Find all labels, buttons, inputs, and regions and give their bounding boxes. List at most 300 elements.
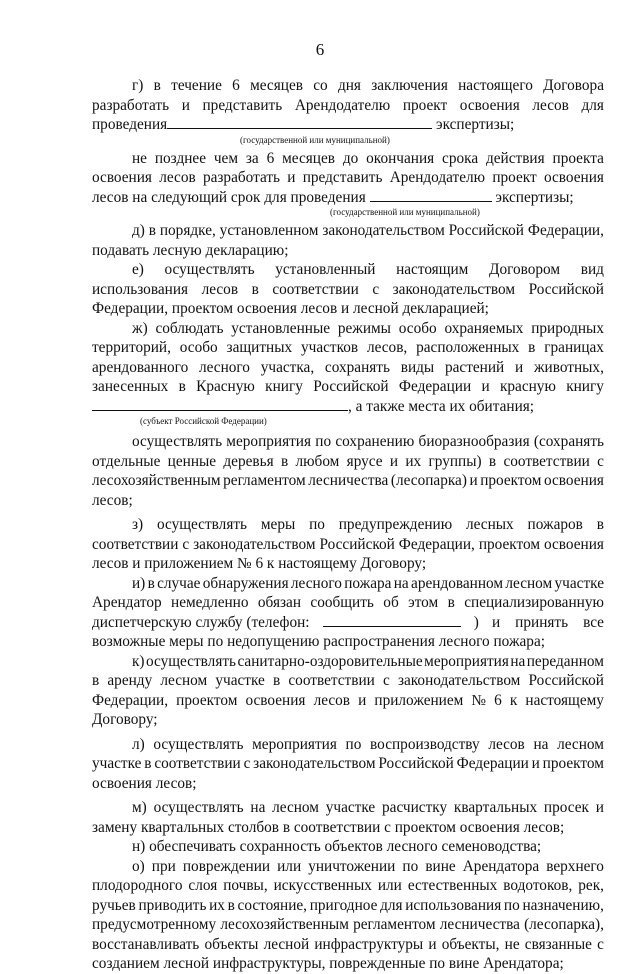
word: Федерации,: [527, 222, 604, 239]
word: ценные: [167, 452, 217, 470]
word: лесов: [201, 280, 239, 298]
word: установленном: [219, 222, 319, 239]
word: осуществлять: [156, 516, 248, 533]
word: книгу: [566, 378, 604, 395]
word: в: [92, 672, 100, 689]
word: проектом: [542, 755, 604, 772]
word: ручьев: [92, 896, 136, 914]
word: участков: [300, 339, 359, 356]
word: лесов: [313, 691, 351, 709]
word: вине: [425, 857, 456, 875]
word: с: [382, 672, 390, 689]
word: не: [132, 149, 147, 167]
line-text: экспертизы;: [436, 116, 515, 133]
paragraph-line: [92, 168, 604, 188]
word: не: [504, 935, 520, 953]
word: срока: [442, 149, 479, 167]
paragraph-line: [92, 319, 604, 339]
word: и): [132, 574, 146, 592]
field-caption: (государственной или муниципальной): [330, 207, 480, 217]
word: Российской: [528, 672, 604, 689]
word: дня: [337, 77, 361, 94]
word: на: [393, 574, 409, 592]
word: обязан: [257, 594, 302, 611]
paragraph-line: [92, 471, 604, 491]
word: повреждении: [182, 857, 271, 875]
word: освоения: [92, 169, 152, 186]
paragraph-line: [92, 735, 604, 755]
word: 6: [266, 149, 275, 167]
paragraph-line: [92, 754, 604, 774]
line-text: экспертизы;: [495, 188, 574, 206]
line-text: диспетчерскую службу (телефон:: [92, 613, 310, 631]
paragraph-line: [92, 280, 604, 300]
word: пригодное: [309, 896, 378, 914]
word: и: [481, 378, 490, 395]
word: в: [227, 896, 235, 914]
word: меры: [260, 516, 296, 533]
word: водотоков,: [503, 877, 573, 894]
word: №: [471, 691, 487, 709]
word: л): [132, 735, 145, 753]
word: в: [273, 672, 281, 689]
fill-in-blank: [92, 397, 348, 411]
paragraph-line: [92, 377, 604, 397]
word: лесном: [272, 799, 319, 816]
word: животных,: [533, 358, 604, 376]
word: освоения: [543, 535, 604, 553]
word: законодательством: [253, 755, 376, 772]
word: и: [469, 472, 478, 489]
word: в: [144, 755, 152, 772]
word: освоения: [543, 169, 604, 186]
word: для: [380, 896, 403, 914]
word: регламентом: [353, 916, 436, 933]
word: ярусе: [346, 452, 383, 470]
word: лесничества: [308, 472, 389, 489]
paragraph-line: [92, 188, 604, 208]
word: режимы: [337, 319, 391, 337]
paragraph-line: [92, 896, 604, 916]
word: проектом: [478, 535, 541, 553]
word: по: [402, 857, 419, 875]
word: аренду: [107, 672, 153, 689]
word: или: [377, 877, 402, 894]
paragraph-line: н) обеспечивать сохранность объектов лесного семеноводства;: [132, 838, 542, 855]
word: сохранению: [335, 433, 415, 450]
word: проектом: [480, 472, 542, 489]
word: регламентом: [223, 472, 306, 489]
word: законодательством: [397, 672, 521, 689]
word: лесохозяйственным: [220, 916, 349, 933]
word: за: [245, 149, 259, 167]
word: законодательством: [193, 535, 316, 553]
word: настоящим: [396, 261, 469, 278]
word: в: [596, 516, 604, 533]
word: Арендодателю: [389, 169, 486, 186]
word: и: [491, 613, 501, 631]
word: искусственных: [273, 877, 372, 894]
word: месяцев: [282, 149, 335, 167]
word: в: [148, 222, 156, 239]
word: участке: [92, 755, 142, 772]
paragraph-line: [92, 515, 604, 535]
word: расчистку: [382, 799, 448, 816]
word: сохранять: [324, 358, 390, 376]
word: книгу: [265, 378, 303, 395]
word: и: [287, 169, 296, 186]
word: при: [151, 857, 176, 875]
word: предусмотренному: [92, 916, 217, 933]
paragraph-line: [92, 798, 604, 818]
word: (сохранять: [533, 433, 604, 450]
word: все: [583, 613, 604, 631]
word: растений: [444, 358, 505, 376]
word: мероприятия: [424, 652, 509, 670]
word: арендованном: [411, 574, 504, 592]
word: о): [132, 857, 145, 875]
word: объекты,: [441, 935, 500, 953]
word: представить: [302, 169, 383, 186]
paragraph-line: [92, 857, 604, 877]
word: и: [389, 452, 399, 470]
word: границах: [544, 339, 604, 356]
paragraph-line: [92, 260, 604, 280]
word: участке: [325, 799, 376, 816]
word: в: [153, 77, 161, 94]
word: (лесопарка),: [524, 916, 604, 933]
word: с: [597, 935, 604, 953]
paragraph-line: возможные меры по недопущению распространения лесного пожара;: [92, 633, 545, 650]
word: вид: [580, 261, 604, 278]
paragraph-line: [92, 452, 604, 472]
word: назначению,: [522, 896, 604, 914]
word: представить: [202, 96, 283, 114]
word: установленный: [275, 261, 376, 278]
word: Арендатор: [92, 594, 162, 611]
document-body: [92, 76, 604, 974]
word: порядке,: [159, 222, 216, 239]
word: специализированную: [464, 594, 604, 611]
word: занесенных: [92, 378, 169, 395]
word: Арендатора: [462, 857, 540, 875]
field-caption: (государственной или муниципальной): [240, 134, 390, 145]
paragraph-line: [92, 397, 604, 417]
paragraph-line: лесов;: [92, 491, 133, 509]
word: лесов: [488, 735, 525, 753]
word: Российской: [378, 755, 454, 772]
word: участке: [554, 574, 604, 592]
word: до: [342, 149, 359, 167]
paragraph-line: [92, 671, 604, 691]
word: Федерации,: [92, 691, 169, 709]
word: со: [313, 77, 328, 94]
paragraph-line: созданием лесной инфраструктуры, поврежденные по вине Арендатора;: [92, 955, 564, 972]
word: проектом: [176, 691, 238, 709]
word: разработать: [92, 96, 170, 114]
word: настоящего: [458, 77, 533, 94]
word: е): [132, 261, 144, 278]
paragraph-line: [92, 535, 604, 555]
word: осуществлять: [145, 652, 237, 670]
word: на: [533, 735, 549, 753]
fill-in-blank: [167, 115, 432, 129]
paragraph-line: замену квартальных столбов в соответствии с проектом освоения лесов;: [92, 818, 565, 836]
word: Федерации: [398, 378, 472, 395]
word: Российской: [319, 535, 395, 553]
word: биоразнообразия: [418, 433, 530, 450]
word: приводить: [138, 896, 207, 914]
word: и: [358, 691, 367, 709]
word: природных: [531, 319, 604, 337]
word: отдельные: [92, 452, 161, 470]
word: в: [280, 452, 289, 470]
word: лесном: [160, 672, 208, 689]
word: в: [488, 452, 497, 470]
word: д): [132, 222, 145, 239]
word: ж): [132, 319, 148, 337]
word: г): [132, 77, 144, 94]
fill-in-blank: [370, 188, 492, 202]
word: лесов: [159, 169, 196, 186]
word: их: [209, 896, 225, 914]
paragraph-line: [92, 96, 604, 116]
word: квартальных: [453, 799, 538, 816]
word: и: [181, 96, 190, 114]
paragraph-line: [92, 574, 604, 594]
word: по: [309, 516, 325, 533]
word: переданном: [526, 652, 604, 670]
word: законодательством: [322, 222, 445, 239]
word: лесного: [290, 574, 342, 592]
word: почвы,: [223, 877, 268, 894]
page-number: 6: [315, 40, 325, 59]
word: Договора: [543, 77, 604, 94]
word: соответствии: [154, 755, 241, 772]
word: с: [182, 535, 190, 553]
word: соблюдать: [155, 319, 224, 337]
word: Федерации: [456, 755, 529, 772]
word: об: [383, 594, 399, 611]
word: соответствии: [92, 535, 179, 553]
word: лесохозяйственным: [92, 472, 221, 489]
word: связанные: [524, 935, 592, 953]
word: месяцев: [250, 77, 303, 94]
word: и: [595, 799, 604, 816]
word: действия: [485, 149, 545, 167]
word: соответствии: [503, 452, 590, 470]
word: установленные: [231, 319, 331, 337]
word: этом: [408, 594, 439, 611]
word: воспроизводству: [370, 735, 480, 753]
word: 6: [494, 691, 502, 709]
word: пожара: [344, 574, 392, 592]
word: в: [147, 574, 155, 592]
paragraph-line: [92, 115, 604, 135]
word: настоящему: [525, 691, 604, 709]
word: Договором: [489, 261, 561, 278]
word: на: [510, 652, 526, 670]
word: объекты: [204, 935, 259, 953]
word: немедленно: [171, 594, 249, 611]
paragraph-line: Федерации, проектом освоения лесов и лесной декларацией;: [92, 300, 489, 317]
word: их: [405, 452, 422, 470]
word: просек: [543, 799, 589, 816]
word: осуществлять: [164, 261, 255, 278]
word: к: [509, 691, 518, 709]
word: заключения: [371, 77, 448, 94]
word: уничтожении: [308, 857, 396, 875]
word: принять: [515, 613, 569, 631]
word: плодородного: [92, 877, 183, 894]
word: инфраструктуры: [314, 935, 424, 953]
word: участка,: [260, 358, 315, 376]
word: сообщить: [310, 594, 374, 611]
word: проекта: [552, 149, 604, 167]
paragraph-line: [92, 691, 604, 711]
word: лесов: [532, 96, 569, 114]
word: санитарно-оздоровительные: [237, 652, 423, 670]
word: предупреждению: [338, 516, 453, 533]
paragraph-line: лесов и приложением № 6 к настоящему Договору;: [92, 555, 427, 572]
word: по: [315, 433, 332, 450]
word: окончания: [366, 149, 435, 167]
word: освоения: [543, 472, 604, 489]
word: особо: [179, 339, 218, 356]
word: участке: [215, 672, 265, 689]
word: и: [531, 755, 540, 772]
word: лесов,: [366, 339, 408, 356]
paragraph-line: [92, 221, 604, 241]
line-text: , а также места их обитания;: [348, 397, 535, 415]
word: слоя: [188, 877, 218, 894]
word: мероприятия: [226, 433, 312, 450]
line-text: [492, 613, 604, 633]
paragraph-line: диспетчерскую службу (телефон: ) и принять все: [92, 613, 604, 631]
word: в: [447, 594, 455, 611]
word: Российской: [313, 378, 389, 395]
word: лесном: [557, 735, 604, 753]
word: или: [277, 857, 302, 875]
fill-in-blank: [323, 613, 461, 627]
word: и: [515, 358, 524, 376]
word: освоения: [459, 96, 520, 114]
word: естественных: [407, 877, 498, 894]
line-text: лесов на следующий срок для проведения: [92, 188, 366, 206]
word: по: [503, 896, 520, 914]
word: лесничества: [439, 916, 520, 933]
word: с: [372, 280, 380, 298]
paragraph-line: [92, 935, 604, 955]
word: осуществлять: [153, 799, 244, 816]
paragraph-line: [92, 76, 604, 96]
line-text: проведения: [92, 116, 168, 133]
word: восстанавливать: [92, 935, 200, 953]
field-caption: (субъект Российской Федерации): [140, 416, 267, 426]
word: лесном: [505, 574, 553, 592]
word: по: [345, 735, 362, 753]
word: Красную: [196, 378, 255, 395]
word: защитных: [226, 339, 293, 356]
word: расположенных: [416, 339, 520, 356]
word: с: [243, 755, 251, 772]
word: использования: [92, 280, 189, 298]
word: разработать: [202, 169, 281, 186]
word: лесного: [198, 358, 250, 376]
word: Федерации,: [398, 535, 475, 553]
word: случае: [157, 574, 201, 592]
word: 6: [232, 77, 240, 94]
word: любом: [295, 452, 340, 470]
word: освоения: [245, 691, 306, 709]
word: позднее: [154, 149, 206, 167]
word: мероприятия: [252, 735, 337, 753]
paragraph-line: [92, 432, 604, 452]
paragraph-line: [92, 149, 604, 169]
paragraph-line: [92, 593, 604, 613]
word: осуществлять: [132, 433, 223, 450]
word: с: [597, 452, 604, 470]
word: для: [581, 96, 604, 114]
word: территорий,: [92, 339, 171, 356]
word: группы): [428, 452, 482, 470]
word: охраняемых: [444, 319, 524, 337]
paragraph-line: [92, 358, 604, 378]
word: лесной: [263, 935, 310, 953]
word: законодательством: [392, 280, 516, 298]
word: чем: [213, 149, 239, 167]
word: арендованного: [92, 358, 189, 376]
word: рек,: [578, 877, 604, 894]
paragraph-line: [92, 338, 604, 358]
word: к): [132, 652, 145, 670]
paragraph-line: подавать лесную декларацию;: [92, 241, 289, 259]
word: з): [132, 516, 144, 533]
paragraph-line: Договору;: [92, 711, 158, 728]
word: в: [178, 378, 186, 395]
word: обнаружения: [202, 574, 289, 592]
word: в: [251, 280, 259, 298]
word: лесных: [466, 516, 514, 533]
word: на: [250, 799, 266, 816]
word: Российской: [528, 280, 604, 298]
word: (лесопарка): [390, 472, 467, 489]
paragraph-line: [92, 652, 604, 672]
word: м): [132, 799, 147, 816]
paragraph-line: [92, 876, 604, 896]
word: Арендодателю: [294, 96, 391, 114]
word: использования: [405, 896, 502, 914]
word: проект: [402, 96, 448, 114]
word: и: [428, 935, 437, 953]
word: соответствии: [288, 672, 375, 689]
word: деревья: [223, 452, 274, 470]
word: верхнего: [546, 857, 604, 875]
word: состояние,: [237, 896, 308, 914]
paragraph-line: освоения лесов;: [92, 774, 197, 792]
paragraph-line: [92, 915, 604, 935]
word: течение: [171, 77, 222, 94]
word: особо: [398, 319, 437, 337]
word: соответствии: [272, 280, 359, 298]
word: виды: [400, 358, 435, 376]
word: пожаров: [527, 516, 583, 533]
word: в: [528, 339, 536, 356]
word: приложением: [374, 691, 464, 709]
word: проект: [492, 169, 537, 186]
word: осуществлять: [153, 735, 244, 753]
word: красную: [499, 378, 556, 395]
